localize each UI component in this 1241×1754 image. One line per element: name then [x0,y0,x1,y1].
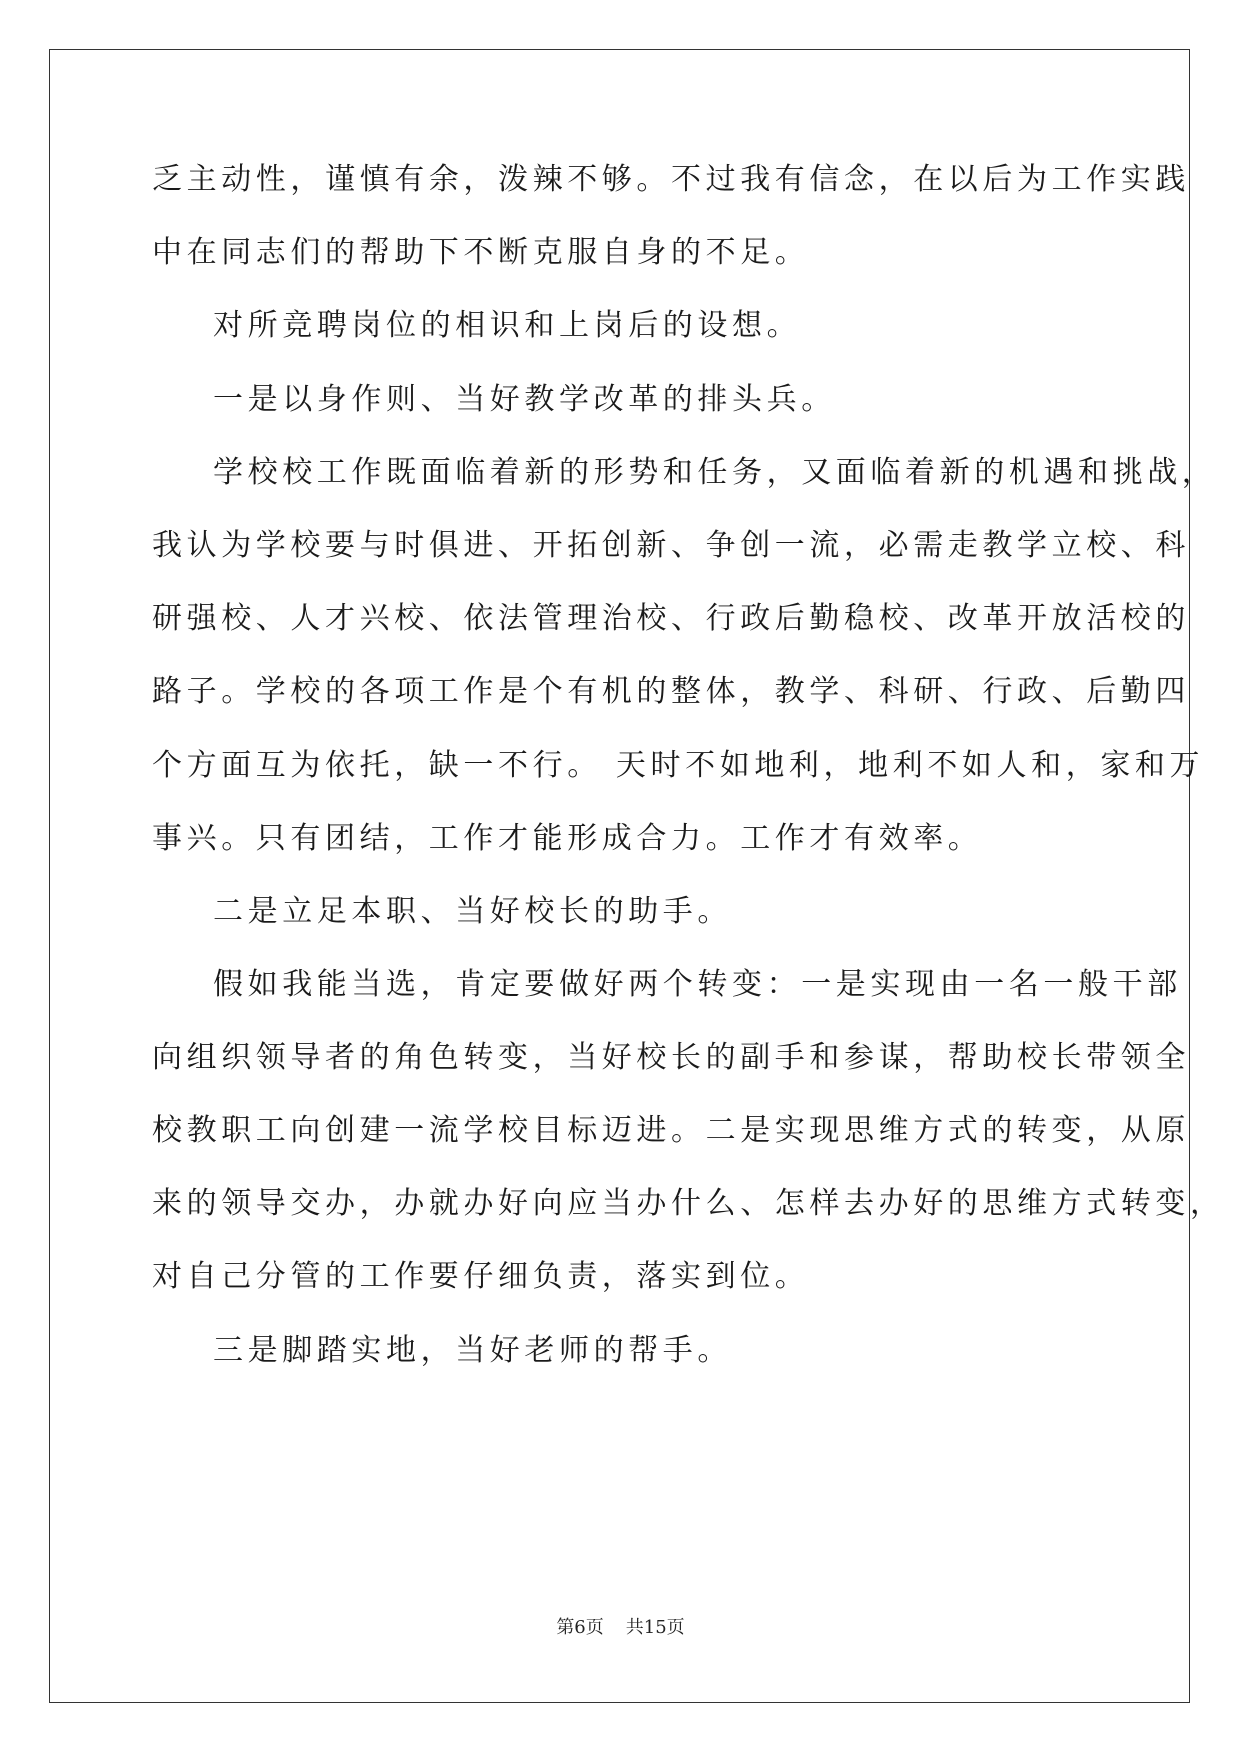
page-total: 共15页 [625,1617,685,1638]
text-line: 乏主动性，谨慎有余，泼辣不够。不过我有信念，在以后为工作实践 [152,162,1190,197]
text-line: 事兴。只有团结，工作才能形成合力。工作才有效率。 [152,821,983,856]
paragraph-heading: 对所竞聘岗位的相识和上岗后的设想。 [213,308,802,343]
text-line: 来的领导交办，办就办好向应当办什么、怎样去办好的思维方式转变， [152,1186,1225,1221]
paragraph-heading: 一是以身作则、当好教学改革的排头兵。 [213,382,836,417]
text-line: 校教职工向创建一流学校目标迈进。二是实现思维方式的转变，从原 [152,1113,1190,1148]
text-line: 向组织领导者的角色转变，当好校长的副手和参谋，帮助校长带领全 [152,1040,1190,1075]
text-line: 对自己分管的工作要仔细负责，落实到位。 [152,1259,810,1294]
text-line: 研强校、人才兴校、依法管理治校、行政后勤稳校、改革开放活校的 [152,601,1190,636]
text-line: 假如我能当选，肯定要做好两个转变：一是实现由一名一般干部 [213,967,1182,1002]
page-footer [0,1613,1241,1639]
page-number: 第6页 [556,1617,604,1638]
text-line: 我认为学校要与时俱进、开拓创新、争创一流，必需走教学立校、科 [152,528,1190,563]
paragraph-heading: 二是立足本职、当好校长的助手。 [213,894,732,929]
text-line: 路子。学校的各项工作是个有机的整体，教学、科研、行政、后勤四 [152,674,1190,709]
paragraph-heading: 三是脚踏实地，当好老师的帮手。 [213,1333,732,1368]
page-border [49,49,1190,1703]
text-line: 个方面互为依托，缺一不行。 天时不如地利，地利不如人和，家和万 [152,748,1205,783]
text-line: 中在同志们的帮助下不断克服自身的不足。 [152,235,810,270]
text-line: 学校校工作既面临着新的形势和任务，又面临着新的机遇和挑战， [213,455,1217,490]
